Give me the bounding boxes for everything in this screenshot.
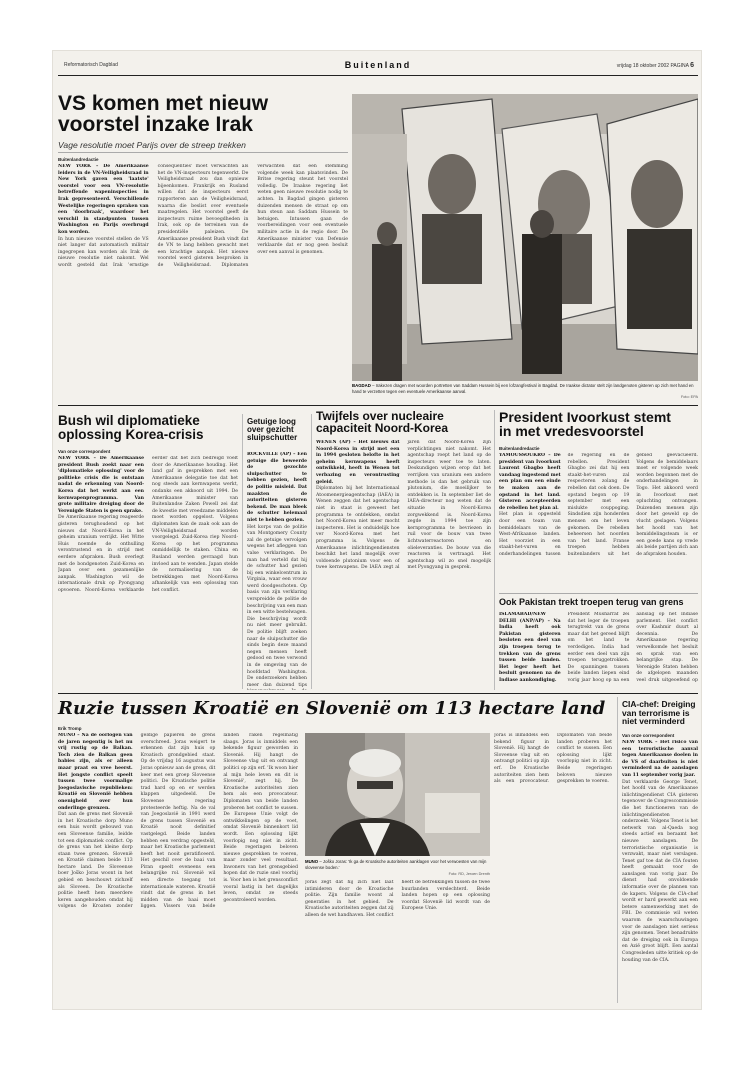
paper-name: Reformatorisch Dagblad: [64, 62, 118, 68]
irak-body: [58, 164, 348, 400]
bush-headline-line2: oplossing Korea-crisis: [58, 426, 204, 442]
getuige-headline: [247, 418, 307, 442]
ruzie-body-left: [58, 733, 298, 1003]
bush-headline-line1: Bush wil diplomatieke: [58, 413, 200, 428]
twijfels-headline-line1: Twijfels over nucleaire: [316, 409, 444, 423]
ruzie-lead: MUNO – Na de oorlogen van de jaren negentig is het nu vrij rustig op de Balkan. Toch zien de Balkan geen babies zijn, als er alleen maar praat en vree heerst. Het jongste conflict speelt tussen twee voormalige Joegoslavische republieken: Kroatië en Slovenië hebben onenigheid over hun onderlinge grenzen.: [58, 733, 133, 811]
irak-headline-line2: voorstel inzake Irak: [58, 113, 253, 137]
joras-photo-credit: Foto: RD, Jeroen Drenth: [448, 872, 490, 876]
header-rule: [58, 75, 698, 76]
pakistan-body: [499, 612, 698, 690]
column-divider-3: [494, 410, 495, 690]
section-rule-2: [58, 693, 698, 694]
cia-headline-line1: CIA-chef: Dreiging: [622, 699, 696, 709]
ivoorkust-headline: [499, 410, 699, 439]
bush-text: De Amerikaanse regering reageerde gisteren terughoudend op het nieuws dat Noord-Korea in het geheim uranium verrijkt. Het Witte Huis noemde de onthulling verontrustend en in strijd met eerdere afspraken. Bush overlegt met de bondgenoten Zuid-Korea en Japan over een gezamenlijke aanpak. Washington wil de internationale druk op Pyongyang opvoeren. Noord-Korea verklaarde eerder dat het zich bedreigd voelt door de Amerikaanse houding. Het land gaf in gesprekken met een Amerikaanse delegatie toe dat het nog steeds aan kernwapens werkt, ondanks een akkoord uit 1994. De Amerikaanse minister van Buitenlandse Zaken Powell zei dat de kwestie met vreedzame middelen moet worden opgelost. Volgens diplomaten kan de zaak ook aan de VN-Veiligheidsraad worden voorgelegd. Zuid-Korea riep Noord-Korea op het programma onmiddellijk te staken. China en Rusland werden gevraagd hun invloed aan te wenden. Japan stelde de normalisering van de betrekkingen met Noord-Korea afhankelijk van een oplossing van het conflict.: [58, 456, 238, 593]
cia-headline-line3: niet verminderd: [622, 716, 685, 727]
pakistan-text: President Musharraf zei dat het leger de troepen terugtrekt van de grens maar dat het gereed blijft om het land te verdedigen. India had eerder een deel van zijn troepen teruggetrokken. De spanningen tussen beide landen liepen eind vorig jaar hoog op na een aanslag op het Indiase parlement. Het conflict over Kashmir duurt al decennia. De Amerikaanse regering verwelkomde het besluit en sprak van een belangrijke stap. De Verenigde Staten hebben de afgelopen maanden veel druk uitgeoefend op: [567, 612, 698, 683]
getuige-headline-line3: sluipschutter: [247, 433, 298, 443]
ivoorkust-text: Het plan is opgesteld door een team van bemiddelaars van de West-Afrikaanse landen. Het voorziet in een staakt-het-vuren en onderhandelingen tussen de regering en de rebellen. President Gbagbo zei dat hij een staakt-het-vuren zal respecteren zolang de rebellen dat ook doen. De opstand begon op 19 september met een mislukte couppoging. Sindsdien zijn honderden mensen om het leven gekomen. De rebellen beheersen het noorden van het land. Franse troepen hebben buitenlanders uit het gebied geëvacueerd. Volgens de bemiddelaars moet er volgende week worden begonnen met de onderhandelingen in Togo. Het akkoord werd in Ivoorkust met opluchting ontvangen. Duizenden mensen zijn door het geweld op de vlucht geslagen. Volgens het hoofd van het bemiddelingsteam is er een goede kans op vrede als beide partijen zich aan de afspraken houden.: [499, 453, 698, 557]
saddam-portraits-image: [352, 94, 698, 381]
column-divider-4: [617, 697, 618, 1003]
getuige-headline-line1: Getuige loog: [247, 417, 296, 426]
ruzie-text: Dat aan de grens met Slovenië in het Kroatische dorp Muno een huis wordt gebouwd van een Sloveense familie, leidde tot een diplomatiek conflict. Op de grens van het kleine dorp staan twee grenzen. Slovenië en Kroatië claimen beide 113 hectare land. De Sloveense boer Joško Joras woont in het gebied en beschouwt zichzelf als Sloveen. De Kroatische politie heeft hem meerdere keren aangehouden omdat hij volgens de Kroaten zonder geldige papieren de grens overschreed. Joras weigert te erkennen dat zijn huis op Kroatisch grondgebied staat. Op de vrijdag 16 augustus was Joras opnieuw aan de grens, dit keer met een groep Sloveense politici. De Kroatische politie trad hard op en er werden klappen uitgedeeld. De Sloveense regering protesteerde heftig. Na de val van Joegoslavië in 1991 werd de grens tussen Slovenië en Kroatië nooit definitief vastgelegd. Beide landen hebben een verdrag opgesteld, maar het Kroatische parlement heeft het nooit geratificeerd. Het geschil over de baai van Piran speelt eveneens een belangrijke rol. Slovenië wil een directe toegang tot internationale wateren. Kroatië vindt dat de grens in het midden van de baai moet liggen. Vissers van beide landen raken regelmatig slaags. Joras is inmiddels een bekende figuur geworden in Slovenië. Hij hangt de Sloveense vlag uit en ontvangt politici op zijn erf. 'Ik woon hier al mijn hele leven en dit is Slovenië', zegt hij. De Kroatische autoriteiten zien hem als een provocateur. Diplomaten van beide landen proberen het conflict te sussen. De Europese Unie volgt de ontwikkelingen op de voet, omdat Slovenië binnenkort lid wordt. Een oplossing lijkt voorlopig nog niet in zicht. Beide regeringen beloven nieuwe gesprekken te voeren, maar zonder veel resultaat. Inwoners van het grensgebied hopen dat de ruzie snel voorbij is. Voor hen is het grensconflict vooral lastig in het dagelijks leven, omdat ze steeds gecontroleerd worden.: [58, 733, 298, 910]
bush-byline: Van onze correspondent: [58, 449, 111, 454]
irak-headline: [58, 93, 358, 136]
date-text: vrijdag 18 oktober 2002: [616, 63, 670, 69]
bagdad-caption-place: BAGDAD: [352, 383, 371, 388]
getuige-text: Het korps van de politie van Montgomery County zal de getuige vervolgen wegens het afleggen van valse verklaringen. De man had verteld dat hij de schutter had gezien bij een winkelcentrum in Virginia, waar een vrouw werd doodgeschoten. Op basis van zijn verklaring verspreidde de politie de beschrijving van een man in een witte bestelwagen. Die beschrijving wordt nu niet meer gebruikt. De politie blijft zoeken naar de sluipschutter die sinds begin deze maand negen mensen heeft gedood en twee verwond in de omgeving van de hoofdstad Washington. De onderzoekers hebben meer dan duizend tips: [247, 524, 307, 688]
bagdad-caption-text: – Irakezen dragen met woorden portretten van Saddam Hussein bij een lofzangfestival in Bagdad. De Iraakse dictator stelt zijn landgenoten gisteren op zich met hand en hand te verzetten tegen een eventuele Amerikaanse aanval.: [352, 383, 694, 394]
cia-body: [622, 740, 698, 1003]
section-title: Buitenland: [344, 60, 412, 70]
twijfels-body: [316, 440, 491, 690]
twijfels-text: Diplomaten bij het Internationaal Atoomenergieagentschap (IAEA) in Wenen zeggen dat het agentschap niet in staat is geweest het programma te ontdekken, omdat het Noord-Korea niet meer mocht inspecteren. Het is onduidelijk hoe ver Noord-Korea met het programma is. Volgens de Amerikaanse inlichtingendiensten beschikt het land mogelijk over voldoende plutonium voor een of twee kernwapens. De IAEA zegt al jaren dat Noord-Korea zijn verplichtingen niet nakomt. Het agentschap roept het land op de inspecteurs weer toe te laten. Deskundigen wijzen erop dat het verrijken van uranium een andere methode is dan het gebruik van plutonium, die moeilijker te ontdekken is. In september liet de IAEA-directeur nog weten dat de situatie in Noord-Korea zorgwekkend is. Noord-Korea zegde in 1994 toe zijn kernprogramma te bevriezen in ruil voor de bouw van twee lichtwaterreactoren en olieleveranties. De bouw van die reactoren is vertraagd. Het agentschap wil zo snel mogelijk met Pyongyang in gesprek.: [316, 440, 491, 571]
getuige-lead: ROCKVILLE (AP) – Een getuige die beweerde de gezochte sluipschutter te hebben gezien, heeft de politie misleid. Dat maakten de autoriteiten gisteren bekend. De man bleek de schutter helemaal niet te hebben gezien.: [247, 452, 307, 523]
irak-deck: Vage resolutie moet Parijs over de streep trekken: [58, 140, 246, 150]
pakistan-lead: ISLAMABAD/NEW DELHI (ANP/AP) – Na India heeft ook Pakistan gisteren besloten een deel van zijn troepen terug te trekken van de grens tussen beide landen. Het leger heeft het besluit genomen na de Indiase aankondiging.: [499, 612, 561, 683]
bagdad-photo: [352, 94, 698, 381]
cia-headline-line2: van terrorisme is: [622, 707, 690, 718]
getuige-headline-line2: over gezicht: [247, 425, 294, 435]
page-header: [58, 60, 698, 74]
joras-caption: [305, 859, 490, 871]
ivoorkust-byline: Buitenlandredactie: [499, 446, 540, 451]
twijfels-headline: [316, 410, 491, 434]
cia-headline: [622, 700, 698, 726]
section-rule-1: [58, 405, 698, 406]
joras-portrait-image: [305, 733, 490, 856]
page-date: [617, 62, 694, 69]
bush-lead: NEW YORK – De Amerikaanse president Bush zoekt naar een 'diplomatieke oplossing' voor de politieke crisis die is ontstaan nadat de erkenning van Noord-Korea dat het werkt aan een kernwapenprogramma. Van grote militaire dreiging door de Verenigde Staten is geen sprake.: [58, 456, 144, 514]
bush-headline: [58, 414, 238, 442]
joras-photo: [305, 733, 490, 856]
joras-caption-place: MUNO: [305, 859, 319, 864]
ruzie-byline: Erik Tromp: [58, 726, 82, 731]
bush-body: [58, 456, 238, 690]
bagdad-caption: [352, 383, 698, 395]
irak-deck-rule: [58, 152, 348, 153]
bagdad-photo-credit: Foto: EPA: [680, 395, 698, 399]
pakistan-top-rule: [499, 593, 698, 594]
twijfels-headline-line2: capaciteit Noord-Korea: [316, 421, 449, 436]
page-label: PAGINA: [670, 63, 689, 69]
ruzie-headline: Ruzie tussen Kroatië en Slovenië om 113 hectare land: [58, 698, 606, 719]
irak-text: In hun nieuwe voorstel stellen de VS niet langer dat automatisch militair ingegrepen kan worden als Irak de nieuwe resolutie niet nakomt. Wel wordt gesteld dat Irak 'ernstige consequenties' moet verwachten als het de VN-inspecteurs tegenwerkt. De Veiligheidsraad zou dan opnieuw bijeenkomen. Frankrijk en Rusland willen dat de inspecteurs eerst rapporteren aan de Veiligheidsraad, waarna die beslist over eventuele maatregelen. Het voorstel geeft de inspecteurs ruime bevoegdheden in Irak, ook op de terreinen van de presidentiële paleizen. De Amerikaanse president Bush vindt dat de VN te lang hebben gewacht met een krachtige aanpak. Het nieuwe voorstel werd gisteren besproken in de Veiligheidsraad. Diplomaten verwachten dat een stemming volgende week kan plaatsvinden. De Britse regering steunt het voorstel volledig. De Iraakse regering liet weten geen nieuwe resolutie nodig te achten. In Bagdad gingen gisteren duizenden mensen de straat op om hun steun aan Saddam Hussein te betuigen. Intussen gaan de voorbereidingen voor een eventuele militaire actie in de regio door. De Amerikaanse minister van Defensie verklaarde dat er nog geen besluit over een aanval is genomen.: [58, 164, 348, 268]
cia-byline: Van onze correspondent: [622, 733, 675, 738]
irak-lead: NEW YORK – De Amerikaanse leiders in de VN-Veiligheidsraad in New York gaven een 'laatste' voorstel voor een VN-resolutie betreffende wapeninspecties in Irak gepresenteerd. Verschillende Westelijke regeringen spraken van een 'doorbraak', waardoor het verschil in standpunten tussen Washington en Parijs overbrugd kon worden.: [58, 164, 149, 235]
pakistan-headline: Ook Pakistan trekt troepen terug van grens: [499, 597, 684, 607]
irak-byline: Buitenlandredactie: [58, 157, 99, 162]
ivoorkust-body: [499, 453, 698, 590]
page-number: 6: [690, 62, 694, 69]
cia-text: Dat verklaarde George Tenet, het hoofd van de Amerikaanse inlichtingendienst CIA gisteren tegenover de Congrescommissie die het functioneren van de inlichtingendiensten onderzoekt. Volgens Tenet is het netwerk van al-Qaeda nog steeds actief en beraamt het nieuwe aanslagen. De terroristische organisatie is verzwakt, maar niet verslagen. Tenet gaf toe dat de CIA fouten heeft gemaakt voor de aanslagen van vorig jaar. De dienst had onvoldoende informatie over de plannen van de kapers. Volgens de CIA-chef wordt er hard gewerkt aan een betere samenwerking met de FBI. De commissie wil weten waarom de waarschuwingen voor de aanslagen niet serieus zijn genomen. Tenet benadrukte dat de dreiging ook in Europa en Azië groot blijft. Een aantal Congresleden uitte kritiek op de houding van de CIA.: [622, 779, 698, 963]
ruzie-body-below-photo: Joras zegt dat hij zich niet laat intimideren door de Kroatische politie. Zijn familie woont al generaties in het gebied. De Kroatische autoriteiten zeggen dat zij alleen de wet handhaven. Het conflict heeft de betrekkingen tussen de twee buurlanden verslechterd. Beide landen hopen op een oplossing voordat Slovenië lid wordt van de Europese Unie.: [305, 880, 490, 918]
irak-headline-line1: VS komen met nieuw: [58, 92, 269, 115]
column-divider-1: [242, 414, 243, 689]
ivoorkust-headline-line1: President Ivoorkust stemt: [499, 409, 671, 425]
cia-lead: NEW YORK – Het risico van een terroristische aanval tegen Amerikaanse doelen in de VS of daarbuiten is niet verminderd na de aanslagen van 11 september vorig jaar.: [622, 740, 698, 778]
ivoorkust-lead: YAMOUSSOUKRO – De president van Ivoorkust Laurent Gbagbo heeft vandaag ingestemd met een plan om een einde te maken aan de opstand in het land. Gisteren accepteerden de rebellen het plan al.: [499, 453, 561, 511]
ivoorkust-headline-line2: in met vredesvoorstel: [499, 423, 644, 440]
column-divider-2: [311, 414, 312, 689]
ruzie-body-right: Joras is inmiddels een bekend figuur in Slovenië. Hij hangt de Sloveense vlag uit en ontvangt politici op zijn erf. De Kroatische autoriteiten zien hem als een provocateur. Diplomaten van beide landen proberen het conflict te sussen. Een oplossing lijkt voorlopig niet in zicht. Beide regeringen beloven nieuwe gesprekken te voeren.: [494, 733, 612, 785]
twijfels-lead: WENEN (AP) – Het nieuws dat Noord-Korea in strijd met een in 1994 gesloten belofte in het geheim kernwapens heeft ontwikkeld, heeft in Wenen tot verbazing en verontrusting geleid.: [316, 440, 400, 485]
joras-caption-text: – Joško Joras: 'Ik ga de Kroatische autoriteiten aanklagen voor het verwoesten van mijn sloveense boden.': [305, 859, 487, 870]
getuige-body: [247, 452, 307, 690]
